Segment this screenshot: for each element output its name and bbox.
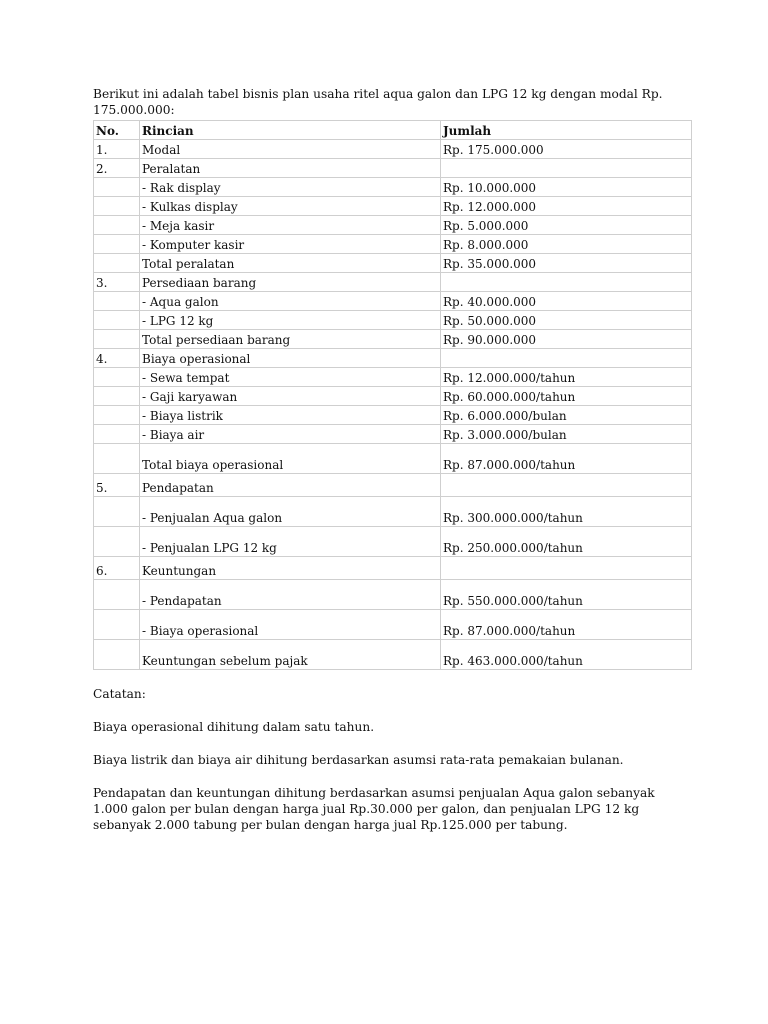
cell-amount: Rp. 6.000.000/bulan [441,406,692,425]
cell-item: Keuntungan [140,557,441,580]
table-row [94,580,692,610]
cell-no: 1. [94,140,140,159]
cell-item: - Gaji karyawan [140,387,441,406]
cell-amount [441,273,692,292]
cell-no [94,640,140,670]
table-row [94,406,692,425]
cell-amount: Rp. 3.000.000/bulan [441,425,692,444]
cell-item: - Komputer kasir [140,235,441,254]
cell-amount: Rp. 300.000.000/tahun [441,497,692,527]
cell-amount: Rp. 87.000.000/tahun [441,444,692,474]
table-row [94,140,692,159]
cell-item: - Penjualan Aqua galon [140,497,441,527]
table-row [94,178,692,197]
table-row [94,159,692,178]
table-row [94,527,692,557]
cell-item: - Aqua galon [140,292,441,311]
table-row [94,216,692,235]
note-paragraph: Pendapatan dan keuntungan dihitung berdasarkan asumsi penjualan Aqua galon sebanyak 1.000 galon per bulan dengan harga jual Rp.30.000 per galon, dan penjualan LPG 12 kg sebanyak 2.000 tabung per bulan dengan harga jual Rp.125.000 per tabung. [93,786,655,832]
cell-item: - Kulkas display [140,197,441,216]
cell-amount: Rp. 90.000.000 [441,330,692,349]
cell-no [94,254,140,273]
cell-amount: Rp. 8.000.000 [441,235,692,254]
intro-text: Berikut ini adalah tabel bisnis plan usaha ritel aqua galon dan LPG 12 kg dengan modal Rp. 175.000.000: [93,87,663,117]
note-paragraph: Biaya operasional dihitung dalam satu tahun. [93,720,375,734]
cell-amount: Rp. 40.000.000 [441,292,692,311]
table-row [94,425,692,444]
cell-item: - Rak display [140,178,441,197]
cell-amount: Rp. 60.000.000/tahun [441,387,692,406]
table-row [94,497,692,527]
cell-amount [441,474,692,497]
notes-section [93,686,693,833]
cell-no [94,235,140,254]
cell-amount [441,159,692,178]
table-row [94,444,692,474]
cell-amount: Rp. 87.000.000/tahun [441,610,692,640]
cell-no: 3. [94,273,140,292]
table-row [94,557,692,580]
table-header-row [94,121,692,140]
cell-item: - Penjualan LPG 12 kg [140,527,441,557]
cell-item: Pendapatan [140,474,441,497]
cell-amount: Rp. 550.000.000/tahun [441,580,692,610]
business-plan-table [93,120,692,670]
cell-item: - Sewa tempat [140,368,441,387]
cell-item: - Meja kasir [140,216,441,235]
cell-item: Total biaya operasional [140,444,441,474]
cell-amount [441,349,692,368]
cell-no: 4. [94,349,140,368]
cell-item: Modal [140,140,441,159]
cell-no [94,311,140,330]
header-jumlah: Jumlah [441,121,692,140]
cell-amount: Rp. 463.000.000/tahun [441,640,692,670]
cell-no: 5. [94,474,140,497]
cell-no [94,368,140,387]
table-row [94,311,692,330]
cell-amount: Rp. 175.000.000 [441,140,692,159]
cell-amount: Rp. 35.000.000 [441,254,692,273]
cell-no [94,197,140,216]
cell-no [94,406,140,425]
cell-amount: Rp. 12.000.000/tahun [441,368,692,387]
notes-heading: Catatan: [93,687,146,701]
cell-item: - Biaya listrik [140,406,441,425]
cell-item: Biaya operasional [140,349,441,368]
cell-no [94,497,140,527]
cell-amount: Rp. 250.000.000/tahun [441,527,692,557]
table-row [94,368,692,387]
cell-item: Peralatan [140,159,441,178]
cell-no [94,387,140,406]
cell-no [94,292,140,311]
cell-no [94,610,140,640]
table-row [94,330,692,349]
table-row [94,273,692,292]
table-row [94,640,692,670]
cell-no [94,216,140,235]
cell-no [94,425,140,444]
cell-item: Persediaan barang [140,273,441,292]
table-row [94,610,692,640]
cell-amount: Rp. 10.000.000 [441,178,692,197]
cell-item: Total peralatan [140,254,441,273]
cell-item: Keuntungan sebelum pajak [140,640,441,670]
cell-item: Total persediaan barang [140,330,441,349]
cell-item: - Pendapatan [140,580,441,610]
cell-amount: Rp. 12.000.000 [441,197,692,216]
cell-item: - Biaya air [140,425,441,444]
table-row [94,254,692,273]
table-row [94,235,692,254]
cell-no [94,330,140,349]
cell-no [94,580,140,610]
cell-no: 2. [94,159,140,178]
cell-no [94,444,140,474]
cell-item: - Biaya operasional [140,610,441,640]
table-row [94,474,692,497]
cell-no [94,527,140,557]
table-row [94,292,692,311]
note-paragraph: Biaya listrik dan biaya air dihitung berdasarkan asumsi rata-rata pemakaian bulanan. [93,753,624,767]
document-page [93,86,693,850]
table-row [94,387,692,406]
table-row [94,349,692,368]
cell-no: 6. [94,557,140,580]
cell-amount [441,557,692,580]
cell-item: - LPG 12 kg [140,311,441,330]
header-rincian: Rincian [140,121,441,140]
cell-amount: Rp. 50.000.000 [441,311,692,330]
table-row [94,197,692,216]
cell-amount: Rp. 5.000.000 [441,216,692,235]
header-no: No. [94,121,140,140]
cell-no [94,178,140,197]
